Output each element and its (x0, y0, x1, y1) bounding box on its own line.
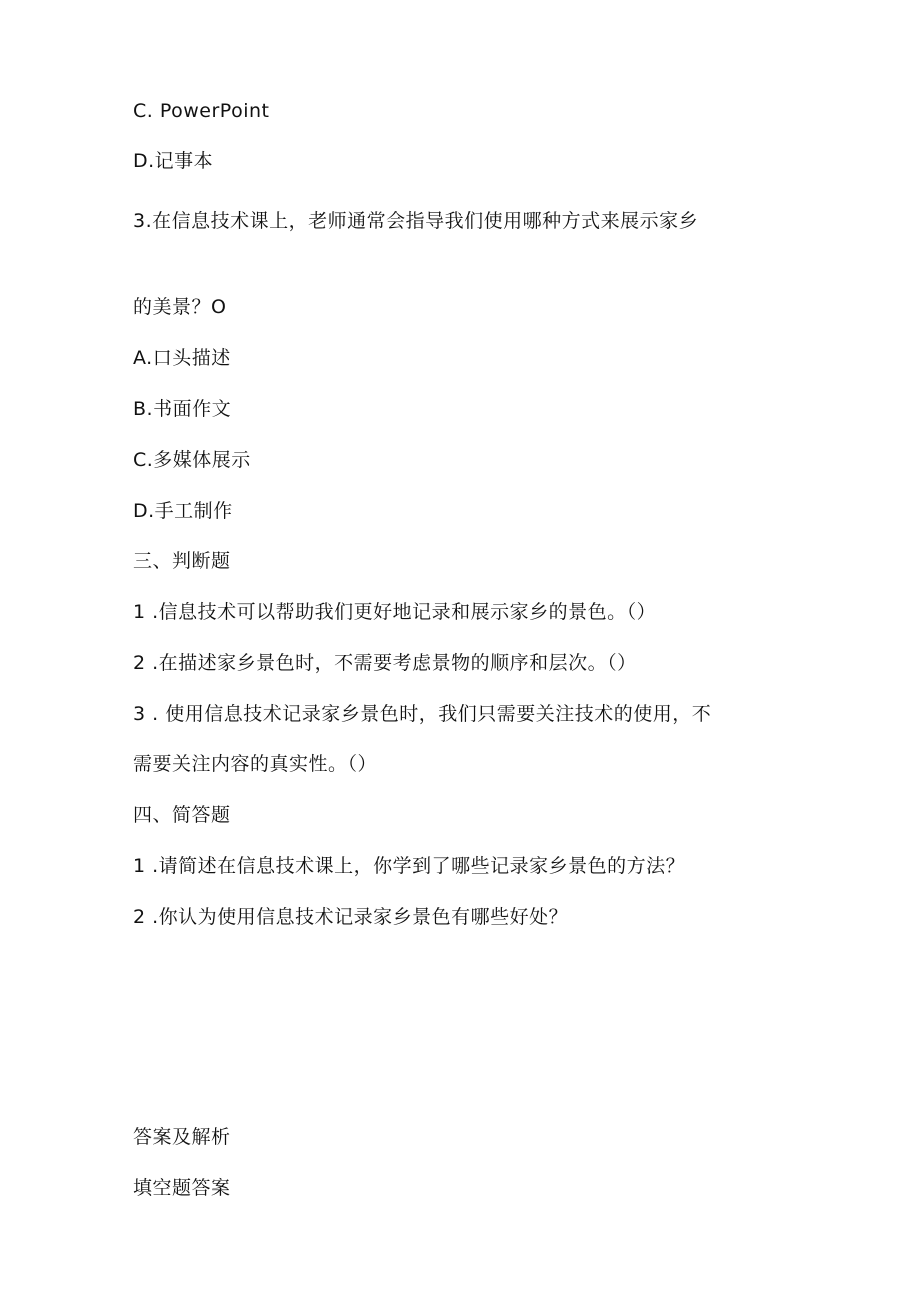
fill-in-answers-heading: 填空题答案 (133, 1177, 231, 1199)
question-3-line-1: 3.在信息技术课上，老师通常会指导我们使用哪种方式来展示家乡 (133, 210, 699, 232)
true-false-item-3-line-1: 3 . 使用信息技术记录家乡景色时，我们只需要关注技术的使用，不 (133, 703, 712, 725)
question-3-option-b: B.书面作文 (133, 398, 232, 420)
option-c-powerpoint: C. PowerPoint (133, 100, 270, 122)
question-3-line-2: 的美景？O (133, 296, 227, 318)
question-3-option-c: C.多媒体展示 (133, 449, 251, 471)
true-false-item-3-line-2: 需要关注内容的真实性。（） (133, 753, 378, 775)
short-answer-item-1: 1 .请简述在信息技术课上，你学到了哪些记录家乡景色的方法？ (133, 855, 686, 877)
true-false-item-1: 1 .信息技术可以帮助我们更好地记录和展示家乡的景色。（） (133, 601, 657, 623)
section-heading-true-false: 三、判断题 (133, 550, 231, 572)
true-false-item-2: 2 .在描述家乡景色时，不需要考虑景物的顺序和层次。（） (133, 652, 637, 674)
answers-heading: 答案及解析 (133, 1126, 231, 1148)
question-3-option-a: A.口头描述 (133, 347, 231, 369)
option-d-notepad: D.记事本 (133, 150, 214, 172)
section-heading-short-answer: 四、简答题 (133, 804, 231, 826)
question-3-option-d: D.手工制作 (133, 500, 233, 522)
short-answer-item-2: 2 .你认为使用信息技术记录家乡景色有哪些好处？ (133, 906, 569, 928)
